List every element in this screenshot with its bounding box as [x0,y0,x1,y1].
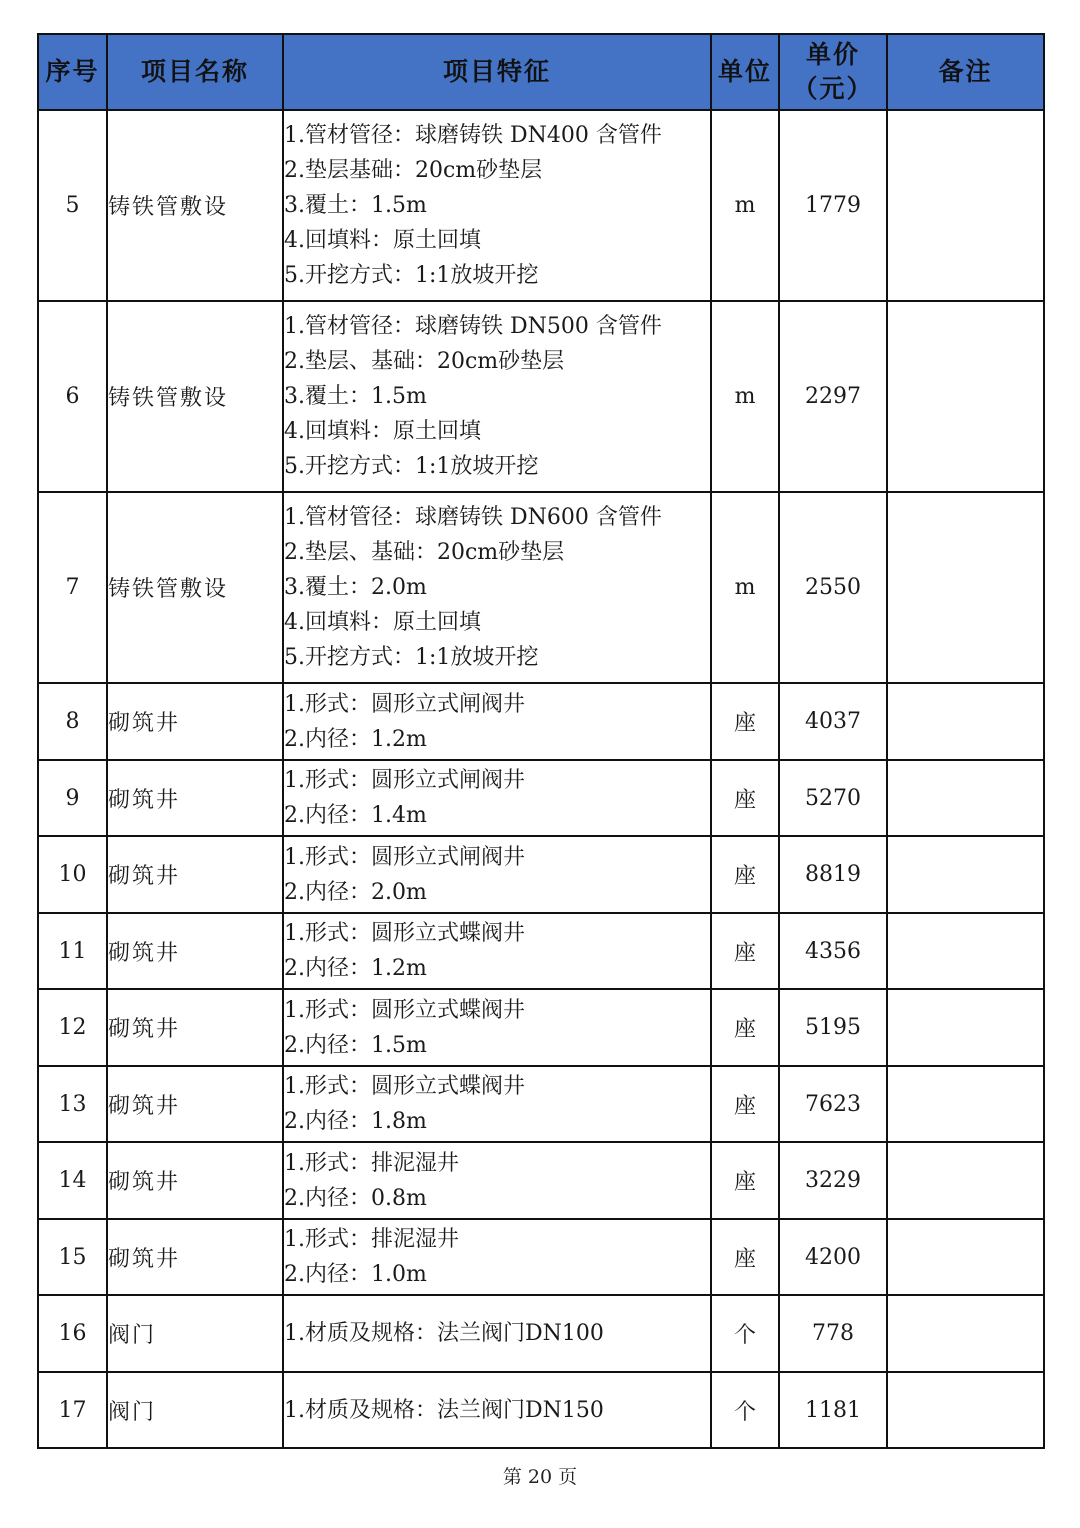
cell-price: 5195 [779,989,887,1066]
cell-name: 铸铁管敷设 [107,110,283,301]
cell-no: 7 [38,492,107,683]
cell-no: 8 [38,683,107,760]
header-price: 单价 （元） [779,34,887,110]
feature-line: 1.形式：圆形立式蝶阀井 [284,1074,525,1099]
cell-no: 5 [38,110,107,301]
cell-no: 10 [38,836,107,913]
feature-line: 1.形式：圆形立式蝶阀井 [284,921,525,946]
cell-price: 4356 [779,913,887,989]
table-body [38,110,1044,1448]
cell-name: 砌筑井 [107,1219,283,1295]
cell-unit: m [711,110,779,301]
cell-name: 砌筑井 [107,760,283,836]
cell-no: 16 [38,1295,107,1372]
cell-name: 砌筑井 [107,1066,283,1142]
cell-no: 12 [38,989,107,1066]
feature-line: 1.形式：圆形立式蝶阀井 [284,997,525,1023]
cell-price: 2297 [779,301,887,492]
feature-line: 2.垫层、基础：20cm砂垫层 [284,540,565,565]
feature-line: 1.管材管径：球磨铸铁 DN400 含管件 [284,123,662,148]
feature-line: 4.回填料：原土回填 [284,419,481,444]
feature-line: 3.覆土：1.5m [284,193,427,218]
feature-line: 1.形式：圆形立式闸阀井 [284,768,525,793]
cell-price: 778 [779,1295,887,1372]
feature-line: 5.开挖方式：1:1放坡开挖 [284,645,539,670]
header-feature: 项目特征 [283,34,711,110]
header-unit: 单位 [711,34,779,110]
feature-line: 1.管材管径：球磨铸铁 DN500 含管件 [284,314,662,339]
feature-line: 2.内径：2.0m [284,879,427,905]
cell-price: 1181 [779,1372,887,1448]
feature-line: 4.回填料：原土回填 [284,610,481,635]
feature-line: 2.内径：1.8m [284,1109,427,1134]
feature-line: 5.开挖方式：1:1放坡开挖 [284,454,539,479]
cell-features [283,760,711,836]
cell-no: 17 [38,1372,107,1448]
feature-line: 2.内径：0.8m [284,1185,427,1211]
cell-unit: 座 [711,836,779,913]
cell-features [283,1066,711,1142]
cell-unit: 座 [711,760,779,836]
feature-line: 1.材质及规格：法兰阀门DN100 [284,1321,604,1346]
cell-note [887,1372,1044,1448]
feature-line: 2.内径：1.2m [284,956,427,981]
cell-no: 14 [38,1142,107,1219]
price-table [37,33,1045,1449]
page-number: 第 20 页 [502,1466,578,1488]
cell-features [283,913,711,989]
feature-line: 5.开挖方式：1:1放坡开挖 [284,263,539,288]
cell-price: 4037 [779,683,887,760]
cell-note [887,683,1044,760]
cell-features [283,989,711,1066]
header-row [38,34,1044,110]
header-name: 项目名称 [107,34,283,110]
cell-unit: 座 [711,683,779,760]
cell-unit: 座 [711,913,779,989]
cell-note [887,110,1044,301]
feature-line: 3.覆土：2.0m [284,575,427,600]
table-header [38,34,1044,110]
cell-name: 砌筑井 [107,1142,283,1219]
table-row [38,913,1044,989]
cell-no: 11 [38,913,107,989]
feature-line: 2.内径：1.5m [284,1032,427,1058]
cell-note [887,301,1044,492]
cell-unit: 座 [711,989,779,1066]
cell-price: 8819 [779,836,887,913]
cell-note [887,1219,1044,1295]
cell-name: 砌筑井 [107,989,283,1066]
feature-line: 2.内径：1.2m [284,726,427,752]
feature-line: 1.形式：圆形立式闸阀井 [284,844,525,870]
cell-features [283,492,711,683]
feature-line: 2.内径：1.4m [284,803,427,828]
feature-line: 1.材质及规格：法兰阀门DN150 [284,1397,604,1423]
table-row [38,989,1044,1066]
header-note: 备注 [887,34,1044,110]
cell-name: 铸铁管敷设 [107,492,283,683]
table-row [38,301,1044,492]
cell-price: 2550 [779,492,887,683]
cell-name: 铸铁管敷设 [107,301,283,492]
cell-name: 砌筑井 [107,683,283,760]
cell-unit: 座 [711,1219,779,1295]
table-row [38,1142,1044,1219]
header-no: 序号 [38,34,107,110]
cell-note [887,1295,1044,1372]
cell-note [887,1142,1044,1219]
cell-no: 13 [38,1066,107,1142]
cell-unit: m [711,301,779,492]
table-row [38,760,1044,836]
table-row [38,1219,1044,1295]
cell-features [283,1219,711,1295]
cell-unit: m [711,492,779,683]
cell-features [283,1295,711,1372]
cell-unit: 座 [711,1066,779,1142]
cell-no: 6 [38,301,107,492]
feature-line: 2.内径：1.0m [284,1262,427,1287]
cell-features [283,1142,711,1219]
feature-line: 1.形式：排泥湿井 [284,1227,459,1252]
cell-name: 砌筑井 [107,836,283,913]
cell-note [887,1066,1044,1142]
cell-features [283,110,711,301]
feature-line: 1.形式：圆形立式闸阀井 [284,691,525,717]
table-row [38,110,1044,301]
cell-note [887,913,1044,989]
cell-features [283,683,711,760]
feature-line: 3.覆土：1.5m [284,384,427,409]
cell-features [283,1372,711,1448]
cell-price: 5270 [779,760,887,836]
cell-name: 阀门 [107,1295,283,1372]
cell-price: 1779 [779,110,887,301]
table-row [38,492,1044,683]
feature-line: 2.垫层、基础：20cm砂垫层 [284,349,565,374]
feature-line: 1.管材管径：球磨铸铁 DN600 含管件 [284,505,662,530]
feature-line: 2.垫层基础：20cm砂垫层 [284,158,543,183]
cell-unit: 座 [711,1142,779,1219]
table-row [38,1295,1044,1372]
cell-no: 9 [38,760,107,836]
cell-features [283,836,711,913]
cell-unit: 个 [711,1295,779,1372]
cell-note [887,989,1044,1066]
cell-name: 砌筑井 [107,913,283,989]
cell-price: 4200 [779,1219,887,1295]
table-row [38,1066,1044,1142]
cell-note [887,836,1044,913]
cell-price: 3229 [779,1142,887,1219]
cell-features [283,301,711,492]
feature-line: 4.回填料：原土回填 [284,228,481,253]
table-row [38,683,1044,760]
cell-no: 15 [38,1219,107,1295]
cell-name: 阀门 [107,1372,283,1448]
feature-line: 1.形式：排泥湿井 [284,1150,459,1176]
table-row [38,836,1044,913]
cell-note [887,492,1044,683]
cell-note [887,760,1044,836]
table-row [38,1372,1044,1448]
cell-unit: 个 [711,1372,779,1448]
cell-price: 7623 [779,1066,887,1142]
